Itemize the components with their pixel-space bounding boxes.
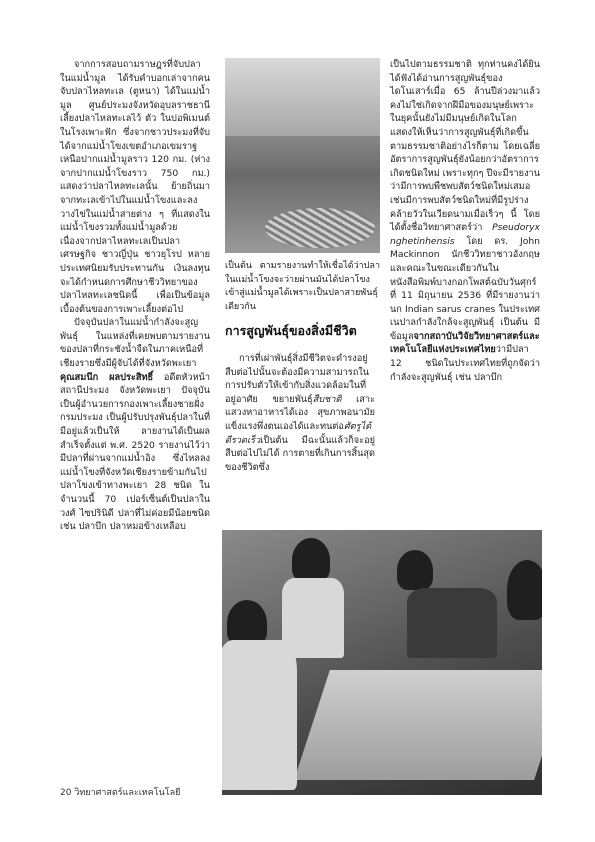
photo-person-body [282, 578, 344, 658]
paragraph-extinction [225, 352, 375, 474]
photo-lab-table [294, 670, 542, 780]
paragraph-right [390, 58, 540, 384]
paragraph-1: จากการสอบถามราษฎรที่จับปลาในแม่น้ำมูล ได้รับคำบอกเล่าจากคนจับปลาไหลทะเล (ตูหนา) ได้ในแม่น้ำมูล ศูนย์ประมงจังหวัดอุบลราชธานีเลี้ยงปลาไหลทะเลไว้ ตัว ในบ่อพิเมนต์ในโรงเพาะฟัก ซึ่งจากชาวประมงที่จับได้จากแม่น้ำโขงเขตอำเภอเขมราฐ เหนือปากแม่น้ำมูลราว 120 กม. (ห่างจากปากแม่น้ำโขงราว 750 กม.) แสดงว่าปลาไหลทะเลนั้น ย้ายถิ่นมาจากทะเลเข้าไปในแม่น้ำโขงและลงวางไข่ในแม่น้ำสายต่าง ๆ ที่แสดงในแม่น้ำโขงรวมทั้งแม่น้ำมูลด้วย เนื่องจากปลาไหลทะเลเป็นปลาเศรษฐกิจ ชาวญี่ปุ่น ชาวยุโรป หลายประเทศนิยมรับประทานกัน เงินลงทุนจะได้กำหนดการศึกษาชีววิทยาของปลาไหลทะเลชนิดนี้ เพื่อเป็นข้อมูลเบื้องต้นของการเพาะเลี้ยงต่อไป [60, 59, 210, 315]
photo-person-body [407, 588, 497, 658]
person-name: คุณสมนึก ผลประสิทธิ์ [60, 371, 154, 383]
column-right [390, 58, 540, 384]
photo-researchers-table [222, 530, 542, 795]
text-segment: เป็นไปตามธรรมชาติ ทุกท่านคงได้ยินได้ฟังได้อ่านการสูญพันธุ์ของไดโนเสาร์เมื่อ 65 ล้านปีล่วงมาแล้ว คงไม่ใช่เกิดจากฝีมือของมนุษย์เพราะในยุคนั้นยังไม่มีมนุษย์เกิดในโลก แสดงให้เห็นว่าการสูญพันธุ์ที่เกิดขึ้นตามธรรมชาติอย่างไรก็ตาม โดยเฉลี่ยอัตราการสูญพันธุ์ยังน้อยกว่าอัตราการเกิดชนิดใหม่ เพราะทุกๆ ปีจะมีรายงานว่ามีการพบพืชพบสัตว์ชนิดใหม่เสมอ เช่นมีการพบสัตว์ชนิดใหม่ที่มีรูปร่างคล้ายวัวในเวียดนามเมื่อเร็วๆ นี้ โดยได้ตั้งชื่อวิทยาศาสตร์ว่า [390, 59, 540, 234]
photo-water-area [225, 58, 380, 136]
text-segment: ว่ามีปลา 12 ชนิดในประเทศไทยที่ถูกจัดว่ากำลังจะสูญพันธุ์ เช่น ปลาบึก [390, 344, 540, 383]
page-footer: 20 วิทยาศาสตร์และเทคโนโลยี [60, 788, 181, 798]
photo-person-head [292, 538, 330, 582]
paragraph-2-text-b: อดีตหัวหน้าสถานีประมง จังหวัดพะเยา ปัจจุบันเป็นผู้อำนวยการกองเพาะเลี้ยงชายฝั่ง กรมประมง เป็นผู้ปรับปรุงพันธุ์ปลาในที่มีอยู่แล้วเป็นให้ ลายงานได้เป็นผลสำเร็จตั้งแต่ พ.ศ. 2520 รายงานไว้ว่ามีปลาที่ผ่านจากแม่น้ำอิง ซึ่งไหลลงแม่น้ำโขงที่จังหวัดเชียงรายข้ามกันไปปลาโขงเข้าทางพะเยา 28 ชนิด ในจำนวนนี้ 70 เปอร์เซ็นต์เป็นปลาในวงศ์ ไซปรินิดี ปลาที่ไม่ค่อยมีน้อยชนิด เช่น ปลาบึก ปลาหมอข้างเหลือบ [60, 371, 210, 533]
photo-fish-catch [225, 58, 380, 253]
text-segment: การที่เผ่าพันธุ์สิ่งมีชีวิตจะดำรงอยู่สืบต่อไปนั้นจะต้องมีความสามารถในการปรับตัวให้เข้ากับสิ่งแวดล้อมในที่อยู่อาศัย ขยายพันธุ์ [225, 353, 370, 405]
italic-segment: ศัตรูได้ดีรวดเร็ว [225, 420, 372, 446]
column-middle [225, 352, 375, 474]
photo-person-body [222, 640, 297, 790]
italic-segment: สืบชาติ [312, 393, 342, 405]
institute-name: จากสถาบันวิจัยวิทยาศาสตร์และเทคโนโลยีแห่งประเทศไทย [390, 330, 540, 356]
paragraph-2 [60, 316, 210, 534]
column-middle-continuation: เป็นต้น ตามรายงานทำให้เชื่อได้ว่าปลาในแม่น้ำโขงจะว่ายผ่านมันได้ปลาโขงเข้าสู่แม่น้ำมูลได้เพราะเป็นปลาสายพันธุ์เดียวกัน [225, 261, 380, 312]
paragraph-2-text-a: ปัจจุบันปลาในแม่น้ำกำลังจะสูญพันธุ์ ในแหล่งที่เคยพบตามรายงานของปลาที่กระชังน้ำจืดในภาคเหนือที่เชียงรายซึ่งมีผู้จับได้ที่จังหวัดพะเยา [60, 317, 210, 370]
species-name: Pseudoryx nghetinhensis [390, 222, 540, 247]
text-segment: โดย ดร. John Mackinnon นักชีววิทยาชาวอังกฤษและคณะในขณะเดียวกันในหนังสือพิมพ์บางกอกโพสต์ฉบับวันศุกร์ที่ 11 มิถุนายน 2536 ที่มีรายงานว่า นก Indian sarus cranes ในประเทศเนปาลกำลังใกล้จะสูญพันธุ์ เป็นต้น มีข้อมูล [390, 235, 540, 342]
photo-person-head [397, 550, 433, 590]
section-heading: การสูญพันธุ์ของสิ่งมีชีวิต [225, 323, 357, 338]
text-segment: เสาะแสวงหาอาหารได้เอง สุขภาพอนามัยแข็งแรงพึ่งตนเองได้และทนต่อ [225, 393, 375, 432]
text-segment: เป็นต้น มีฉะนั้นแล้วก็จะอยู่สืบต่อไปไม่ได้ การตายที่เกินการสิ้นสุดของชีวิตซึ่ง [225, 434, 375, 473]
column-left [60, 58, 210, 534]
photo-person-head [507, 560, 542, 620]
photo-fish-pile [265, 208, 375, 248]
